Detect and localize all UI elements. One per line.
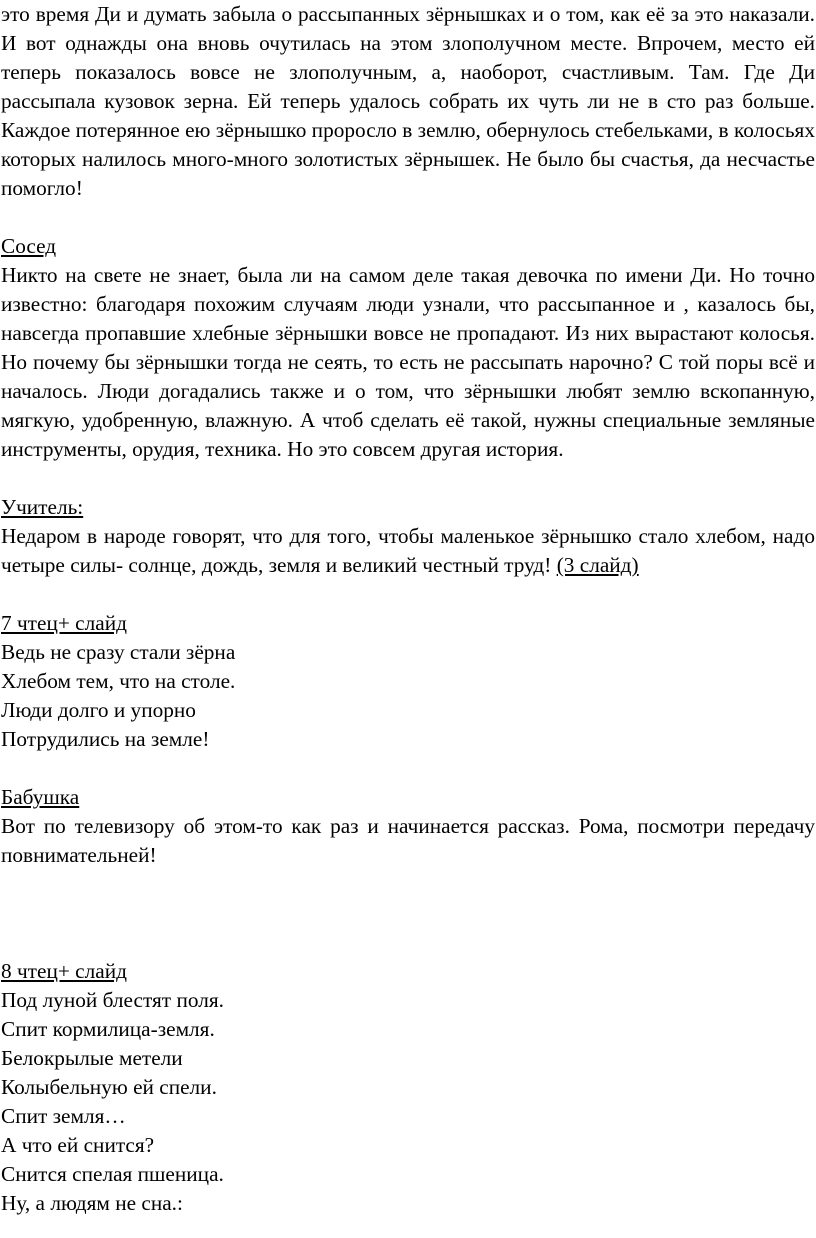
teacher-text: Недаром в народе говорят, что для того, чтобы маленькое зёрнышко стало хлебом, надо четыре силы- солнце, дождь, земля и великий честный труд! [1,524,815,577]
spacer [1,754,815,783]
grandma-heading: Бабушка [1,785,80,809]
reader8-section [1,957,815,1218]
grandma-section [1,783,815,870]
neighbor-heading: Сосед [1,234,57,258]
reader7-section [1,609,815,754]
reader7-poem [1,638,815,754]
spacer [1,580,815,609]
spacer [1,870,815,957]
teacher-section [1,493,815,580]
grandma-paragraph: Вот по телевизору об этом-то как раз и начинается рассказ. Рома, посмотри передачу повнимательней! [1,814,815,867]
poem-line: Под луной блестят поля. [1,988,224,1012]
reader7-heading: 7 чтец+ слайд [1,611,127,635]
poem-line: Белокрылые метели [1,1046,183,1070]
teacher-slide-ref: (3 слайд) [556,553,639,577]
poem-line: Снится спелая пшеница. [1,1162,224,1186]
poem-line: Ведь не сразу стали зёрна [1,640,236,664]
poem-line: Спит кормилица-земля. [1,1017,215,1041]
poem-line: Ну, а людям не сна.: [1,1191,183,1215]
poem-line: Хлебом тем, что на столе. [1,669,236,693]
poem-line: Люди долго и упорно [1,698,196,722]
spacer [1,464,815,493]
neighbor-section [1,232,815,464]
intro-paragraph: это время Ди и думать забыла о рассыпанных зёрнышках и о том, как её за это наказали. И вот однажды она вновь очутилась на этом злополучном месте. Впрочем, место ей теперь показалось вовсе не злополучным, а, наоборот, счастливым. Там. Где Ди рассыпала кузовок зерна. Ей теперь удалось собрать их чуть ли не в сто раз больше. Каждое потерянное ею зёрнышко проросло в землю, обернулось стебельками, в колосьях которых налилось много-много золотистых зёрнышек. Не было бы счастья, да несчастье помогло! [1,2,815,200]
poem-line: А что ей снится? [1,1133,155,1157]
teacher-heading: Учитель: [1,495,84,519]
reader8-poem [1,986,815,1218]
spacer [1,203,815,232]
poem-line: Колыбельную ей спели. [1,1075,217,1099]
reader8-heading: 8 чтец+ слайд [1,959,127,983]
teacher-paragraph [1,522,815,580]
poem-line: Потрудились на земле! [1,727,210,751]
poem-line: Спит земля… [1,1104,126,1128]
neighbor-paragraph: Никто на свете не знает, была ли на самом деле такая девочка по имени Ди. Но точно известно: благодаря похожим случаям люди узнали, что рассыпанное и , казалось бы, навсегда пропавшие хлебные зёрнышки вовсе не пропадают. Из них вырастают колосья. Но почему бы зёрнышки тогда не сеять, то есть не рассыпать нарочно? С той поры всё и началось. Люди догадались также и о том, что зёрнышки любят землю вскопанную, мягкую, удобренную, влажную. А чтоб сделать её такой, нужны специальные земляные инструменты, орудия, техника. Но это совсем другая история. [1,263,815,461]
